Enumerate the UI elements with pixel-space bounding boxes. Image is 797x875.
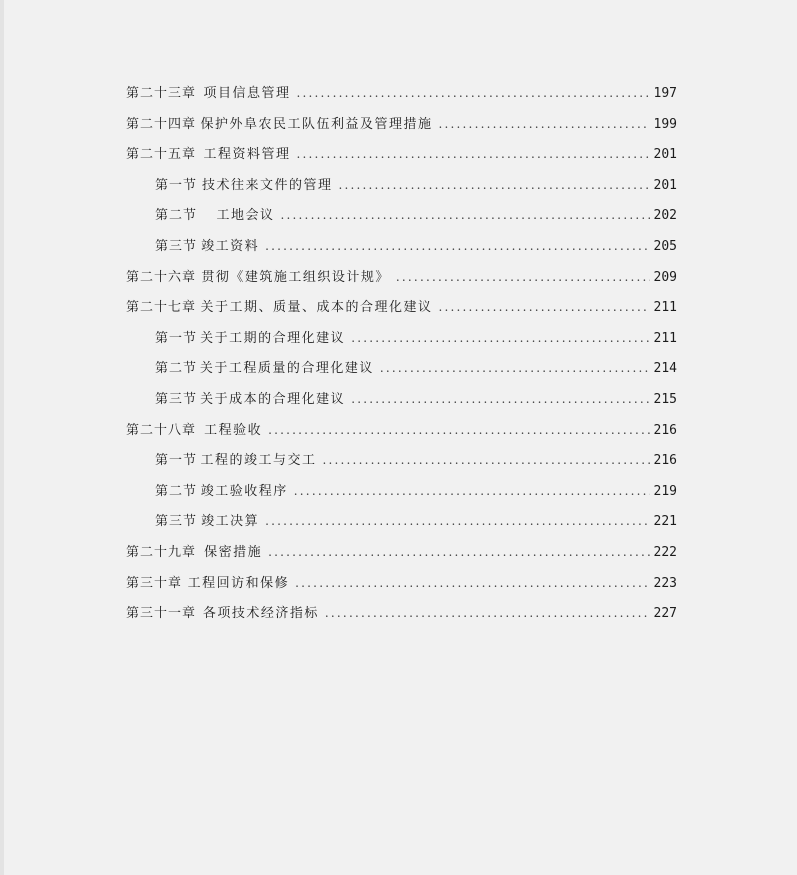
toc-title: 各项技术经济指标 [202,606,319,622]
toc-entry[interactable] [126,388,677,419]
toc-entry[interactable] [126,174,677,205]
toc-title: 竣工资料 [201,238,260,254]
toc-number: 第一节 [155,330,198,346]
toc-number: 第二节 [155,361,198,377]
toc-page-number: 216 [653,422,677,438]
toc-entry[interactable] [126,82,677,113]
toc-page-number: 197 [653,86,677,101]
toc-entry[interactable] [126,541,677,572]
toc-title: 工程资料管理 [203,147,291,163]
toc-page-number: 211 [653,330,677,346]
toc-number: 第三十章 [126,575,183,591]
toc-entry[interactable] [126,113,677,144]
toc-entry[interactable] [126,204,677,235]
toc-number: 第二十五章 [126,147,197,163]
toc-number: 第一节 [155,453,198,469]
toc-number: 第二十四章 [126,116,197,132]
toc-page-number: 227 [653,606,677,622]
toc-number: 第二十六章 [126,269,197,285]
toc-entry[interactable] [126,572,677,603]
toc-entry[interactable] [126,327,677,358]
toc-number: 第一节 [155,177,198,193]
toc-entry[interactable] [126,143,677,174]
toc-page-number: 209 [653,269,677,285]
toc-entry[interactable] [126,235,677,266]
dot-leader [438,300,649,314]
toc-entry[interactable] [126,480,677,511]
toc-page-number: 199 [653,116,677,132]
dot-leader [296,147,649,161]
toc-title: 关于工期、质量、成本的合理化建议 [200,300,433,316]
toc-entry[interactable] [126,266,677,297]
toc-title: 关于工程质量的合理化建议 [199,361,374,377]
dot-leader [265,514,649,528]
toc-page-number: 205 [653,238,677,254]
toc-title: 工程回访和保修 [187,575,290,591]
dot-leader [380,361,650,375]
toc-title: 竣工验收程序 [200,483,288,499]
dot-leader [325,606,650,620]
toc-title: 竣工决算 [201,514,260,530]
toc-number: 第二节 [155,483,198,499]
toc-entry[interactable] [126,357,677,388]
toc-title: 保护外阜农民工队伍利益及管理措施 [200,116,433,132]
toc-number: 第三十一章 [126,606,197,622]
toc-title: 工地会议 [216,208,275,224]
toc-page-number: 201 [653,147,677,163]
toc-entry[interactable] [126,296,677,327]
toc-number: 第三节 [155,514,198,530]
toc-page-number: 214 [653,361,677,377]
dot-leader [351,331,649,345]
dot-leader [265,239,649,253]
toc-number: 第二十三章 [126,86,197,101]
toc-number: 第三节 [155,238,198,254]
dot-leader [268,545,649,559]
dot-leader [295,576,649,590]
toc-entry[interactable] [126,449,677,480]
toc-number: 第二十七章 [126,300,197,316]
dot-leader [294,484,650,498]
dot-leader [322,453,649,467]
toc-entry[interactable] [126,419,677,450]
toc-title: 项目信息管理 [203,86,291,101]
toc-number: 第二节 [155,208,198,224]
toc-title: 贯彻《建筑施工组织设计规》 [201,269,390,285]
dot-leader [438,117,649,131]
toc-number: 第二十八章 [126,422,197,438]
toc-title: 关于成本的合理化建议 [200,391,346,407]
dot-leader [296,86,649,100]
toc-page-number: 221 [653,514,677,530]
toc-title: 保密措施 [204,544,263,560]
toc-number: 第三节 [155,391,198,407]
toc-page-number: 215 [653,391,677,407]
dot-leader [396,270,650,284]
table-of-contents [126,82,677,633]
toc-page-number: 202 [653,208,677,224]
page-edge [0,0,4,875]
toc-page-number: 211 [653,300,677,316]
toc-entry[interactable] [126,602,677,633]
dot-leader [351,392,649,406]
toc-title: 关于工期的合理化建议 [200,330,346,346]
toc-page-number: 222 [653,544,677,560]
toc-page-number: 219 [653,483,677,499]
toc-page-number: 223 [653,575,677,591]
toc-title: 工程的竣工与交工 [200,453,317,469]
toc-title: 工程验收 [204,422,263,438]
dot-leader [338,178,649,192]
toc-entry[interactable] [126,510,677,541]
toc-title: 技术往来文件的管理 [201,177,333,193]
toc-number: 第二十九章 [126,544,197,560]
dot-leader [281,208,650,222]
dot-leader [268,423,649,437]
toc-page-number: 216 [653,453,677,469]
toc-page-number: 201 [653,177,677,193]
